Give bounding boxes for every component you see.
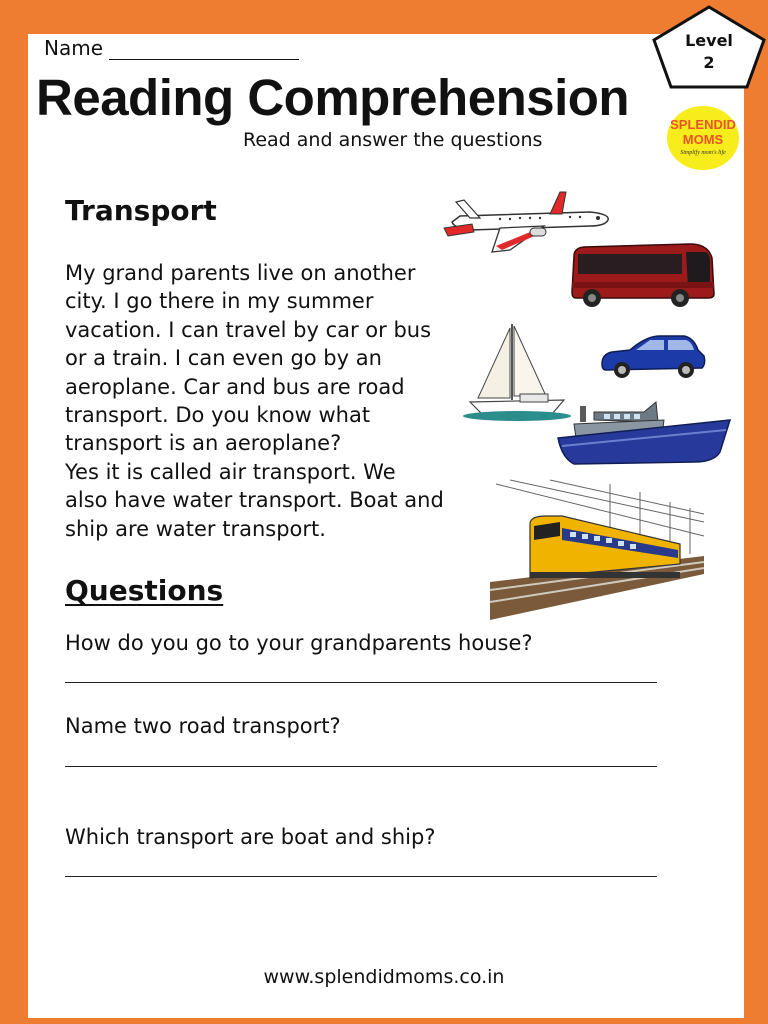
- passage-line: vacation. I can travel by car or bus: [65, 317, 432, 342]
- question-3: Which transport are boat and ship?: [65, 825, 436, 849]
- passage-line: also have water transport. Boat and: [65, 488, 444, 513]
- answer-line-2[interactable]: [65, 766, 657, 767]
- logo-text: [662, 117, 744, 147]
- questions-title: Questions: [65, 574, 224, 607]
- bus-image: [570, 242, 718, 310]
- logo-line1: SPLENDID: [670, 117, 736, 132]
- level-label: Level: [685, 31, 733, 50]
- passage-line: ship are water transport.: [65, 516, 326, 541]
- passage-line: or a train. I can even go by an: [65, 346, 382, 371]
- passage-line: My grand parents live on another: [65, 261, 416, 285]
- question-2: Name two road transport?: [65, 714, 341, 738]
- page-subtitle: Read and answer the questions: [243, 129, 543, 151]
- answer-line-1[interactable]: [65, 682, 657, 683]
- train-image: [490, 478, 710, 620]
- name-label: Name: [44, 36, 104, 60]
- name-field[interactable]: [44, 36, 299, 60]
- ship-image: [554, 398, 734, 468]
- passage-title: Transport: [65, 194, 217, 227]
- passage-line: aeroplane. Car and bus are road: [65, 374, 405, 399]
- logo-tagline: Simplify mom's life: [680, 150, 726, 156]
- question-1: How do you go to your grandparents house?: [65, 631, 533, 655]
- logo-line2: MOMS: [682, 132, 724, 147]
- passage-line: city. I go there in my summer: [65, 289, 374, 314]
- name-blank[interactable]: [109, 41, 299, 60]
- passage-text: [65, 259, 505, 543]
- car-image: [598, 330, 708, 380]
- answer-line-3[interactable]: [65, 876, 657, 877]
- level-value: 2: [703, 53, 715, 72]
- page-title: Reading Comprehension: [36, 69, 630, 126]
- passage-line: transport. Do you know what: [65, 403, 371, 428]
- footer-url[interactable]: www.splendidmoms.co.in: [263, 966, 505, 988]
- passage-line: Yes it is called air transport. We: [65, 459, 396, 484]
- passage-line: transport is an aeroplane?: [65, 431, 342, 456]
- level-badge: [650, 30, 768, 74]
